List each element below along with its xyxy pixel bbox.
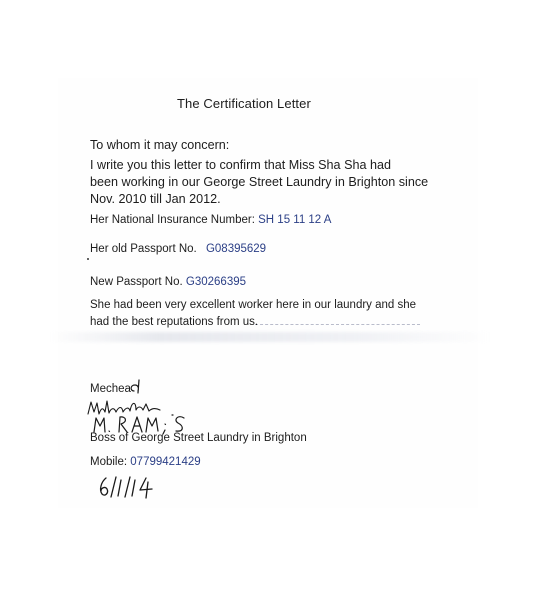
mobile-label: Mobile: [90, 456, 128, 468]
mobile-row [90, 456, 201, 468]
handwritten-d-mark [128, 378, 148, 398]
new-passport-value: G30266395 [185, 276, 247, 288]
new-passport-row [90, 276, 246, 288]
intro-line-2: been working in our George Street Laundry in Brighton since [90, 175, 429, 189]
ni-label: Her National Insurance Number: [90, 214, 255, 226]
mobile-value: 07799421429 [130, 456, 201, 468]
new-passport-label: New Passport No. [90, 276, 183, 288]
old-passport-row [90, 243, 266, 255]
scan-dashed-rule [255, 324, 420, 325]
letter-title: The Certification Letter [177, 96, 311, 111]
intro-line-3: Nov. 2010 till Jan 2012. [90, 192, 221, 206]
old-passport-label: Her old Passport No. [90, 243, 197, 255]
ni-row [90, 214, 331, 226]
praise-line-2: had the best reputations from us. [90, 316, 259, 328]
old-passport-value: G08395629 [205, 243, 267, 255]
intro-line-1: I write you this letter to confirm that Miss Sha Sha had [90, 158, 391, 172]
praise-line-1: She had been very excellent worker here in our laundry and she [90, 299, 417, 311]
signer-prefix: Mechea [90, 383, 131, 395]
ni-value: SH 15 11 12 A [258, 214, 332, 226]
handwritten-date [96, 474, 166, 502]
scan-dot [87, 258, 89, 260]
scan-smudge [50, 332, 490, 342]
signer-role: Boss of George Street Laundry in Brighton [90, 432, 307, 444]
salutation: To whom it may concern: [90, 138, 230, 152]
